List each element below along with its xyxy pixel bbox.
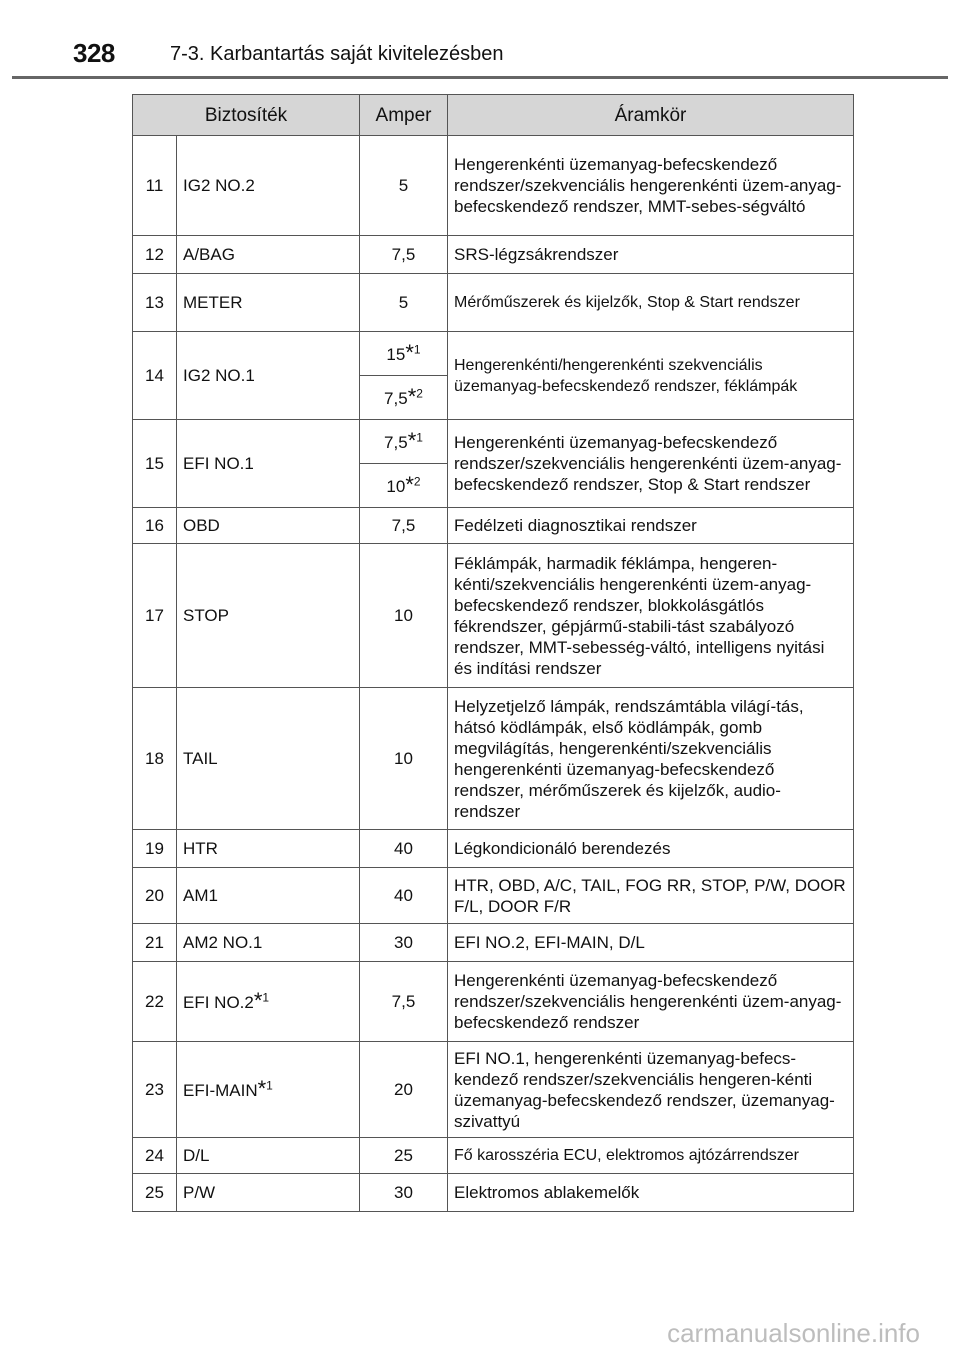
fuse-number: 25	[133, 1174, 177, 1212]
watermark: carmanualsonline.info	[667, 1318, 920, 1348]
table-row	[133, 236, 854, 274]
fuse-number: 23	[133, 1042, 177, 1138]
fuse-circuit: Elektromos ablakemelők	[448, 1174, 854, 1212]
fuse-number: 15	[133, 420, 177, 508]
fuse-amper: 25	[360, 1138, 448, 1174]
fuse-circuit: EFI NO.1, hengerenkénti üzemanyag-befecs-kendező rendszer/szekvenciális hengeren-kénti üzemanyag-befecskendező rendszer, üzemanyag-szivattyú	[448, 1042, 854, 1138]
fuse-name: AM2 NO.1	[177, 924, 360, 962]
fuse-circuit: HTR, OBD, A/C, TAIL, FOG RR, STOP, P/W, DOOR F/L, DOOR F/R	[448, 868, 854, 924]
fuse-number: 12	[133, 236, 177, 274]
fuse-amper: 7,5	[360, 236, 448, 274]
fuse-circuit: Féklámpák, harmadik féklámpa, hengeren-kénti/szekvenciális hengerenkénti üzem-anyag-befecskendező rendszer, blokkolásgátlós fékrendszer, gépjármű-stabili-tást szabályozó rendszer, MMT-sebesség-váltó, intelligens nyitási és indítási rendszer	[448, 544, 854, 688]
table-row	[133, 688, 854, 830]
fuse-amper: 7,5	[360, 508, 448, 544]
fuse-amper: 10	[360, 688, 448, 830]
fuse-name: EFI NO.1	[177, 420, 360, 508]
table-row	[133, 1174, 854, 1212]
fuse-name: AM1	[177, 868, 360, 924]
fuse-number: 11	[133, 136, 177, 236]
fuse-amper: 30	[360, 1174, 448, 1212]
table-row	[133, 868, 854, 924]
fuse-amper: 7,5	[360, 962, 448, 1042]
fuse-name: OBD	[177, 508, 360, 544]
fuse-name: HTR	[177, 830, 360, 868]
fuse-name: IG2 NO.1	[177, 332, 360, 420]
fuse-number: 24	[133, 1138, 177, 1174]
fuse-amper: 7,5*$^2$	[360, 376, 448, 420]
fuse-name: A/BAG	[177, 236, 360, 274]
fuse-circuit: Légkondicionáló berendezés	[448, 830, 854, 868]
table-row	[133, 332, 854, 376]
fuse-name: EFI NO.2*$^1$	[177, 962, 360, 1042]
fuse-name: STOP	[177, 544, 360, 688]
table-row	[133, 274, 854, 332]
fuse-name: D/L	[177, 1138, 360, 1174]
fuse-circuit: Mérőműszerek és kijelzők, Stop & Start rendszer	[448, 274, 854, 332]
fuse-number: 16	[133, 508, 177, 544]
fuse-number: 18	[133, 688, 177, 830]
fuse-table	[132, 94, 854, 1212]
fuse-number: 17	[133, 544, 177, 688]
table-row	[133, 830, 854, 868]
page-header	[0, 0, 960, 80]
fuse-number: 21	[133, 924, 177, 962]
fuse-name: TAIL	[177, 688, 360, 830]
fuse-circuit: Hengerenkénti/hengerenkénti szekvenciális üzemanyag-befecskendező rendszer, féklámpák	[448, 332, 854, 420]
fuse-name: P/W	[177, 1174, 360, 1212]
fuse-number: 14	[133, 332, 177, 420]
page-number: 328	[73, 38, 115, 68]
fuse-number: 19	[133, 830, 177, 868]
fuse-circuit: Fedélzeti diagnosztikai rendszer	[448, 508, 854, 544]
table-row	[133, 962, 854, 1042]
fuse-amper: 30	[360, 924, 448, 962]
table-row	[133, 508, 854, 544]
table-row	[133, 136, 854, 236]
table-row	[133, 1042, 854, 1138]
section-title: 7-3. Karbantartás saját kivitelezésben	[170, 43, 504, 65]
fuse-number: 22	[133, 962, 177, 1042]
fuse-name: METER	[177, 274, 360, 332]
table-row	[133, 1138, 854, 1174]
fuse-name: IG2 NO.2	[177, 136, 360, 236]
column-header-fuse: Biztosíték	[133, 95, 360, 136]
header-rule	[12, 76, 948, 79]
fuse-amper: 10	[360, 544, 448, 688]
fuse-circuit: Fő karosszéria ECU, elektromos ajtózárrendszer	[448, 1138, 854, 1174]
fuse-amper: 5	[360, 136, 448, 236]
table-row	[133, 420, 854, 464]
column-header-amper: Amper	[360, 95, 448, 136]
column-header-circuit: Áramkör	[448, 95, 854, 136]
fuse-circuit: Hengerenkénti üzemanyag-befecskendező rendszer/szekvenciális hengerenkénti üzem-anyag-befecskendező rendszer, Stop & Start rendszer	[448, 420, 854, 508]
table-row	[133, 544, 854, 688]
fuse-circuit: SRS-légzsákrendszer	[448, 236, 854, 274]
fuse-amper: 15*$^1$	[360, 332, 448, 376]
fuse-amper: 10*$^2$	[360, 464, 448, 508]
fuse-amper: 40	[360, 868, 448, 924]
fuse-number: 20	[133, 868, 177, 924]
fuse-amper: 20	[360, 1042, 448, 1138]
fuse-circuit: Hengerenkénti üzemanyag-befecskendező rendszer/szekvenciális hengerenkénti üzem-anyag-befecskendező rendszer	[448, 962, 854, 1042]
fuse-circuit: Hengerenkénti üzemanyag-befecskendező rendszer/szekvenciális hengerenkénti üzem-anyag-befecskendező rendszer, MMT-sebes-ségváltó	[448, 136, 854, 236]
fuse-number: 13	[133, 274, 177, 332]
table-row	[133, 924, 854, 962]
fuse-amper: 5	[360, 274, 448, 332]
table-header-row	[133, 95, 854, 136]
fuse-amper: 40	[360, 830, 448, 868]
fuse-amper: 7,5*$^1$	[360, 420, 448, 464]
fuse-circuit: Helyzetjelző lámpák, rendszámtábla világí-tás, hátsó ködlámpák, első ködlámpák, gomb megvilágítás, hengerenkénti/szekvenciális hengerenkénti üzemanyag-befecskendező rendszer, mérőműszerek és kijelzők, audio-rendszer	[448, 688, 854, 830]
fuse-name: EFI-MAIN*$^1$	[177, 1042, 360, 1138]
fuse-circuit: EFI NO.2, EFI-MAIN, D/L	[448, 924, 854, 962]
